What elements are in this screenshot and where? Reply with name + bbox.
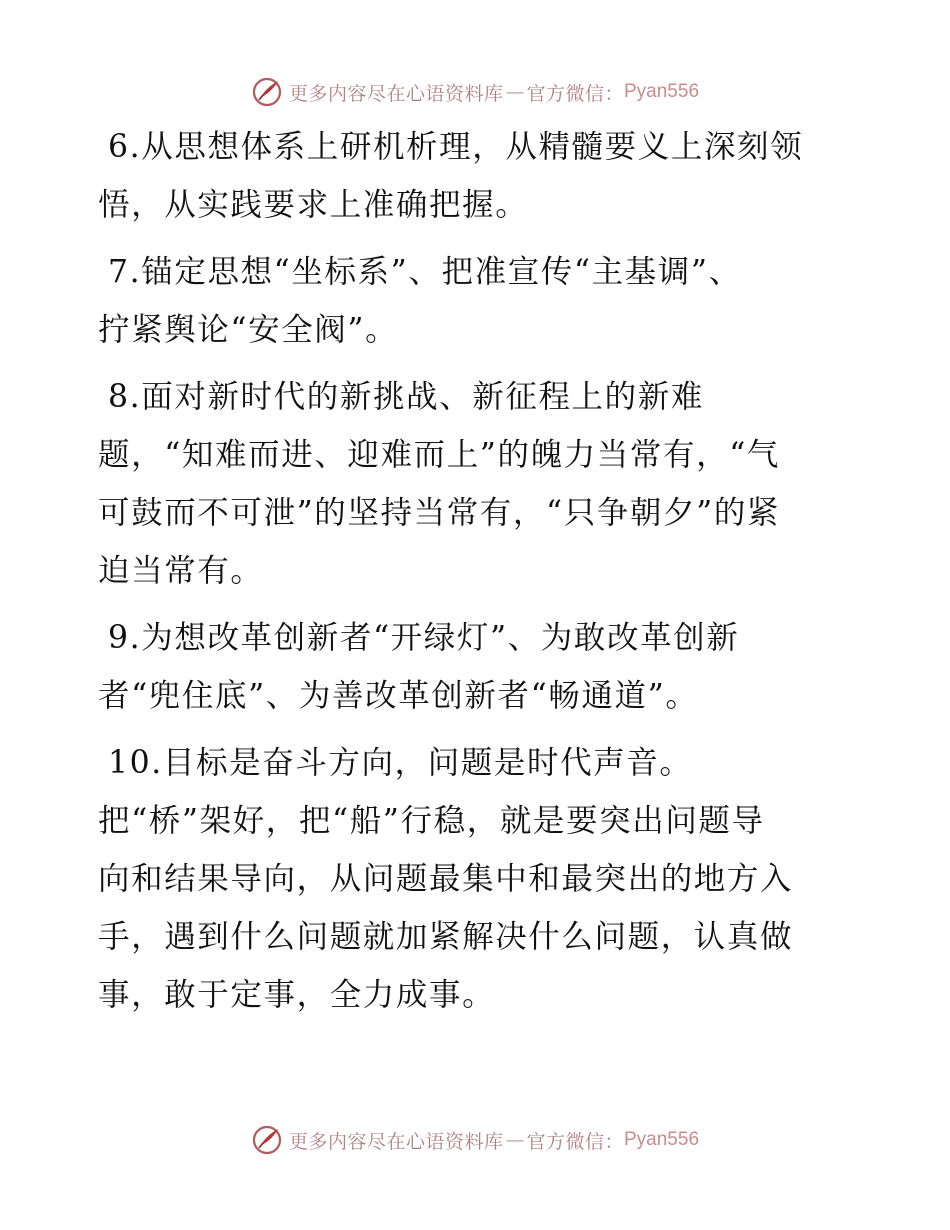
text-line: 者“兜住底”、为善改革创新者“畅通道”。 bbox=[98, 678, 699, 714]
text-line: 6.从思想体系上研机析理，从精髓要义上深刻领 bbox=[108, 129, 804, 165]
paragraph-8 bbox=[98, 368, 858, 600]
text-line: 手，遇到什么问题就加紧解决什么问题，认真做 bbox=[98, 919, 794, 955]
text-line: 向和结果导向，从问题最集中和最突出的地方入 bbox=[98, 861, 794, 897]
paragraph-10 bbox=[98, 734, 858, 1024]
watermark-label: 官方微信： bbox=[526, 82, 624, 105]
text-line: 可鼓而不可泄”的坚持当常有，“只争朝夕”的紧 bbox=[98, 495, 781, 531]
paragraph-7 bbox=[98, 243, 858, 359]
paragraph-9 bbox=[98, 609, 858, 725]
document-body bbox=[98, 118, 858, 1033]
text-line: 迫当常有。 bbox=[98, 553, 264, 589]
paragraph-6 bbox=[98, 118, 858, 234]
text-line: 10.目标是奋斗方向，问题是时代声音。 bbox=[108, 745, 693, 781]
watermark-text: 更多内容尽在心语资料库 bbox=[288, 1130, 504, 1153]
watermark-text: 更多内容尽在心语资料库 bbox=[288, 82, 504, 105]
text-line: 悟，从实践要求上准确把握。 bbox=[98, 187, 529, 223]
watermark-label: 官方微信： bbox=[526, 1130, 624, 1153]
header-watermark bbox=[0, 72, 950, 112]
watermark-dash: — bbox=[505, 81, 525, 103]
text-line: 8.面对新时代的新挑战、新征程上的新难 bbox=[108, 379, 704, 415]
quill-circle-logo-icon bbox=[251, 76, 283, 108]
text-line: 7.锚定思想“坐标系”、把准宣传“主基调”、 bbox=[108, 254, 742, 290]
quill-circle-logo-icon bbox=[251, 1124, 283, 1156]
watermark-dash: — bbox=[505, 1129, 525, 1151]
text-line: 事，敢于定事，全力成事。 bbox=[98, 977, 496, 1013]
text-line: 把“桥”架好，把“船”行稳，就是要突出问题导 bbox=[98, 803, 765, 839]
text-line: 拧紧舆论“安全阀”。 bbox=[98, 312, 399, 348]
footer-watermark bbox=[0, 1120, 950, 1160]
text-line: 题，“知难而进、迎难而上”的魄力当常有，“气 bbox=[98, 437, 781, 473]
watermark-id: Pyan556 bbox=[624, 81, 700, 102]
watermark-id: Pyan556 bbox=[624, 1129, 700, 1150]
text-line: 9.为想改革创新者“开绿灯”、为敢改革创新 bbox=[108, 620, 740, 656]
